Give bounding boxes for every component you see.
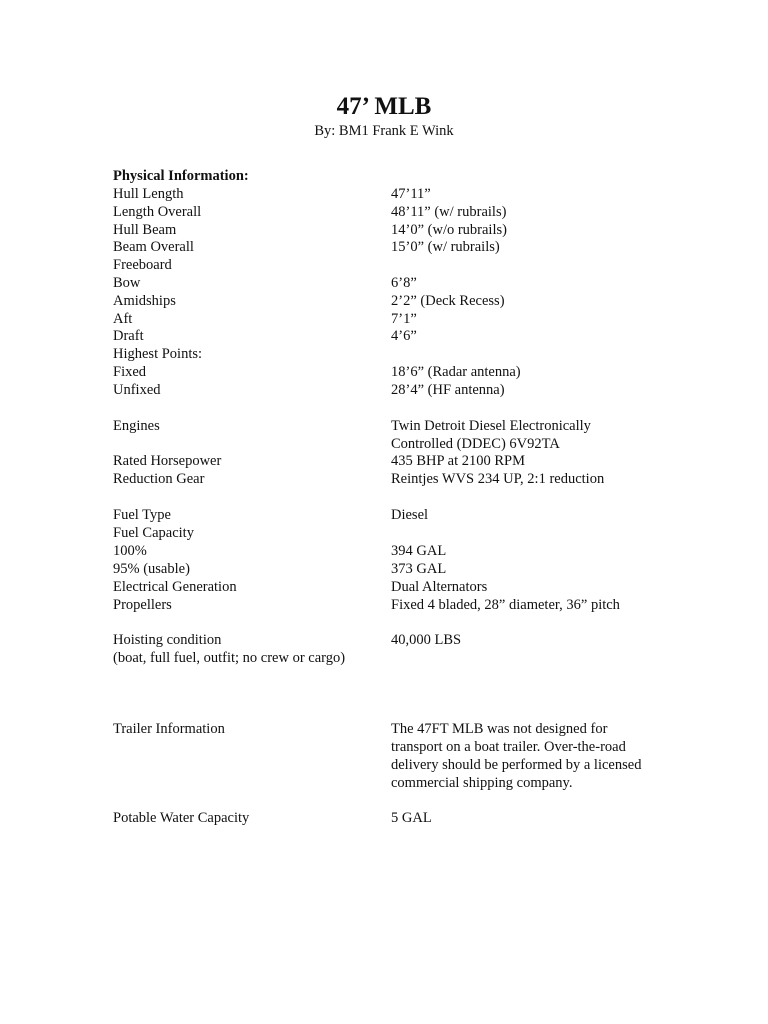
spec-value: Dual Alternators (391, 579, 488, 595)
spec-label: Fuel Type (113, 507, 171, 523)
spec-label: Rated Horsepower (113, 453, 222, 469)
spec-label: Highest Points: (113, 346, 203, 362)
spec-value: 6’8” (391, 275, 417, 291)
spec-label: Hull Length (113, 186, 184, 202)
spec-value: delivery should be performed by a licensed (391, 757, 642, 773)
spec-value: 373 GAL (391, 561, 447, 577)
spec-label: Electrical Generation (113, 579, 237, 595)
spec-value: transport on a boat trailer. Over-the-road (391, 739, 626, 755)
spec-label: Amidships (113, 293, 176, 309)
section-heading: Physical Information: (113, 168, 249, 184)
spec-label: Beam Overall (113, 239, 194, 255)
spec-value: Fixed 4 bladed, 28” diameter, 36” pitch (391, 597, 620, 613)
spec-label: Aft (113, 311, 133, 327)
spec-label: Hoisting condition (113, 632, 222, 648)
spec-value: 15’0” (w/ rubrails) (391, 239, 500, 255)
spec-label: Propellers (113, 597, 172, 613)
spec-value: 2’2” (Deck Recess) (391, 293, 505, 309)
spec-value: 5 GAL (391, 810, 432, 826)
spec-label: Fixed (113, 364, 147, 380)
spec-value: 435 BHP at 2100 RPM (391, 453, 526, 469)
spec-label: Fuel Capacity (113, 525, 194, 541)
spec-label: Unfixed (113, 382, 161, 398)
spec-value: The 47FT MLB was not designed for (391, 721, 608, 737)
spec-label: Reduction Gear (113, 471, 205, 487)
spec-label: 95% (usable) (113, 561, 190, 577)
spec-value: 7’1” (391, 311, 417, 327)
spec-value: 28’4” (HF antenna) (391, 382, 505, 398)
spec-value: 4’6” (391, 328, 417, 344)
spec-label: 100% (113, 543, 147, 559)
spec-label: Hull Beam (113, 222, 177, 238)
spec-label: Length Overall (113, 204, 202, 220)
spec-value: Diesel (391, 507, 429, 523)
spec-label: Engines (113, 418, 160, 434)
spec-value: Twin Detroit Diesel Electronically (391, 418, 591, 434)
spec-label: (boat, full fuel, outfit; no crew or cargo) (113, 650, 346, 666)
document-title: 47’ MLB (336, 93, 432, 120)
spec-value: Reintjes WVS 234 UP, 2:1 reduction (391, 471, 605, 487)
spec-value: Controlled (DDEC) 6V92TA (391, 436, 560, 452)
spec-label: Draft (113, 328, 144, 344)
spec-value: 14’0” (w/o rubrails) (391, 222, 507, 238)
spec-value: commercial shipping company. (391, 775, 573, 791)
spec-value: 48’11” (w/ rubrails) (391, 204, 507, 220)
spec-value: 18’6” (Radar antenna) (391, 364, 521, 380)
spec-value: 394 GAL (391, 543, 447, 559)
spec-label: Potable Water Capacity (113, 810, 250, 826)
spec-label: Trailer Information (113, 721, 225, 737)
spec-label: Freeboard (113, 257, 172, 273)
spec-label: Bow (113, 275, 141, 291)
spec-value: 47’11” (391, 186, 431, 202)
document-byline: By: BM1 Frank E Wink (314, 123, 454, 139)
spec-value: 40,000 LBS (391, 632, 462, 648)
